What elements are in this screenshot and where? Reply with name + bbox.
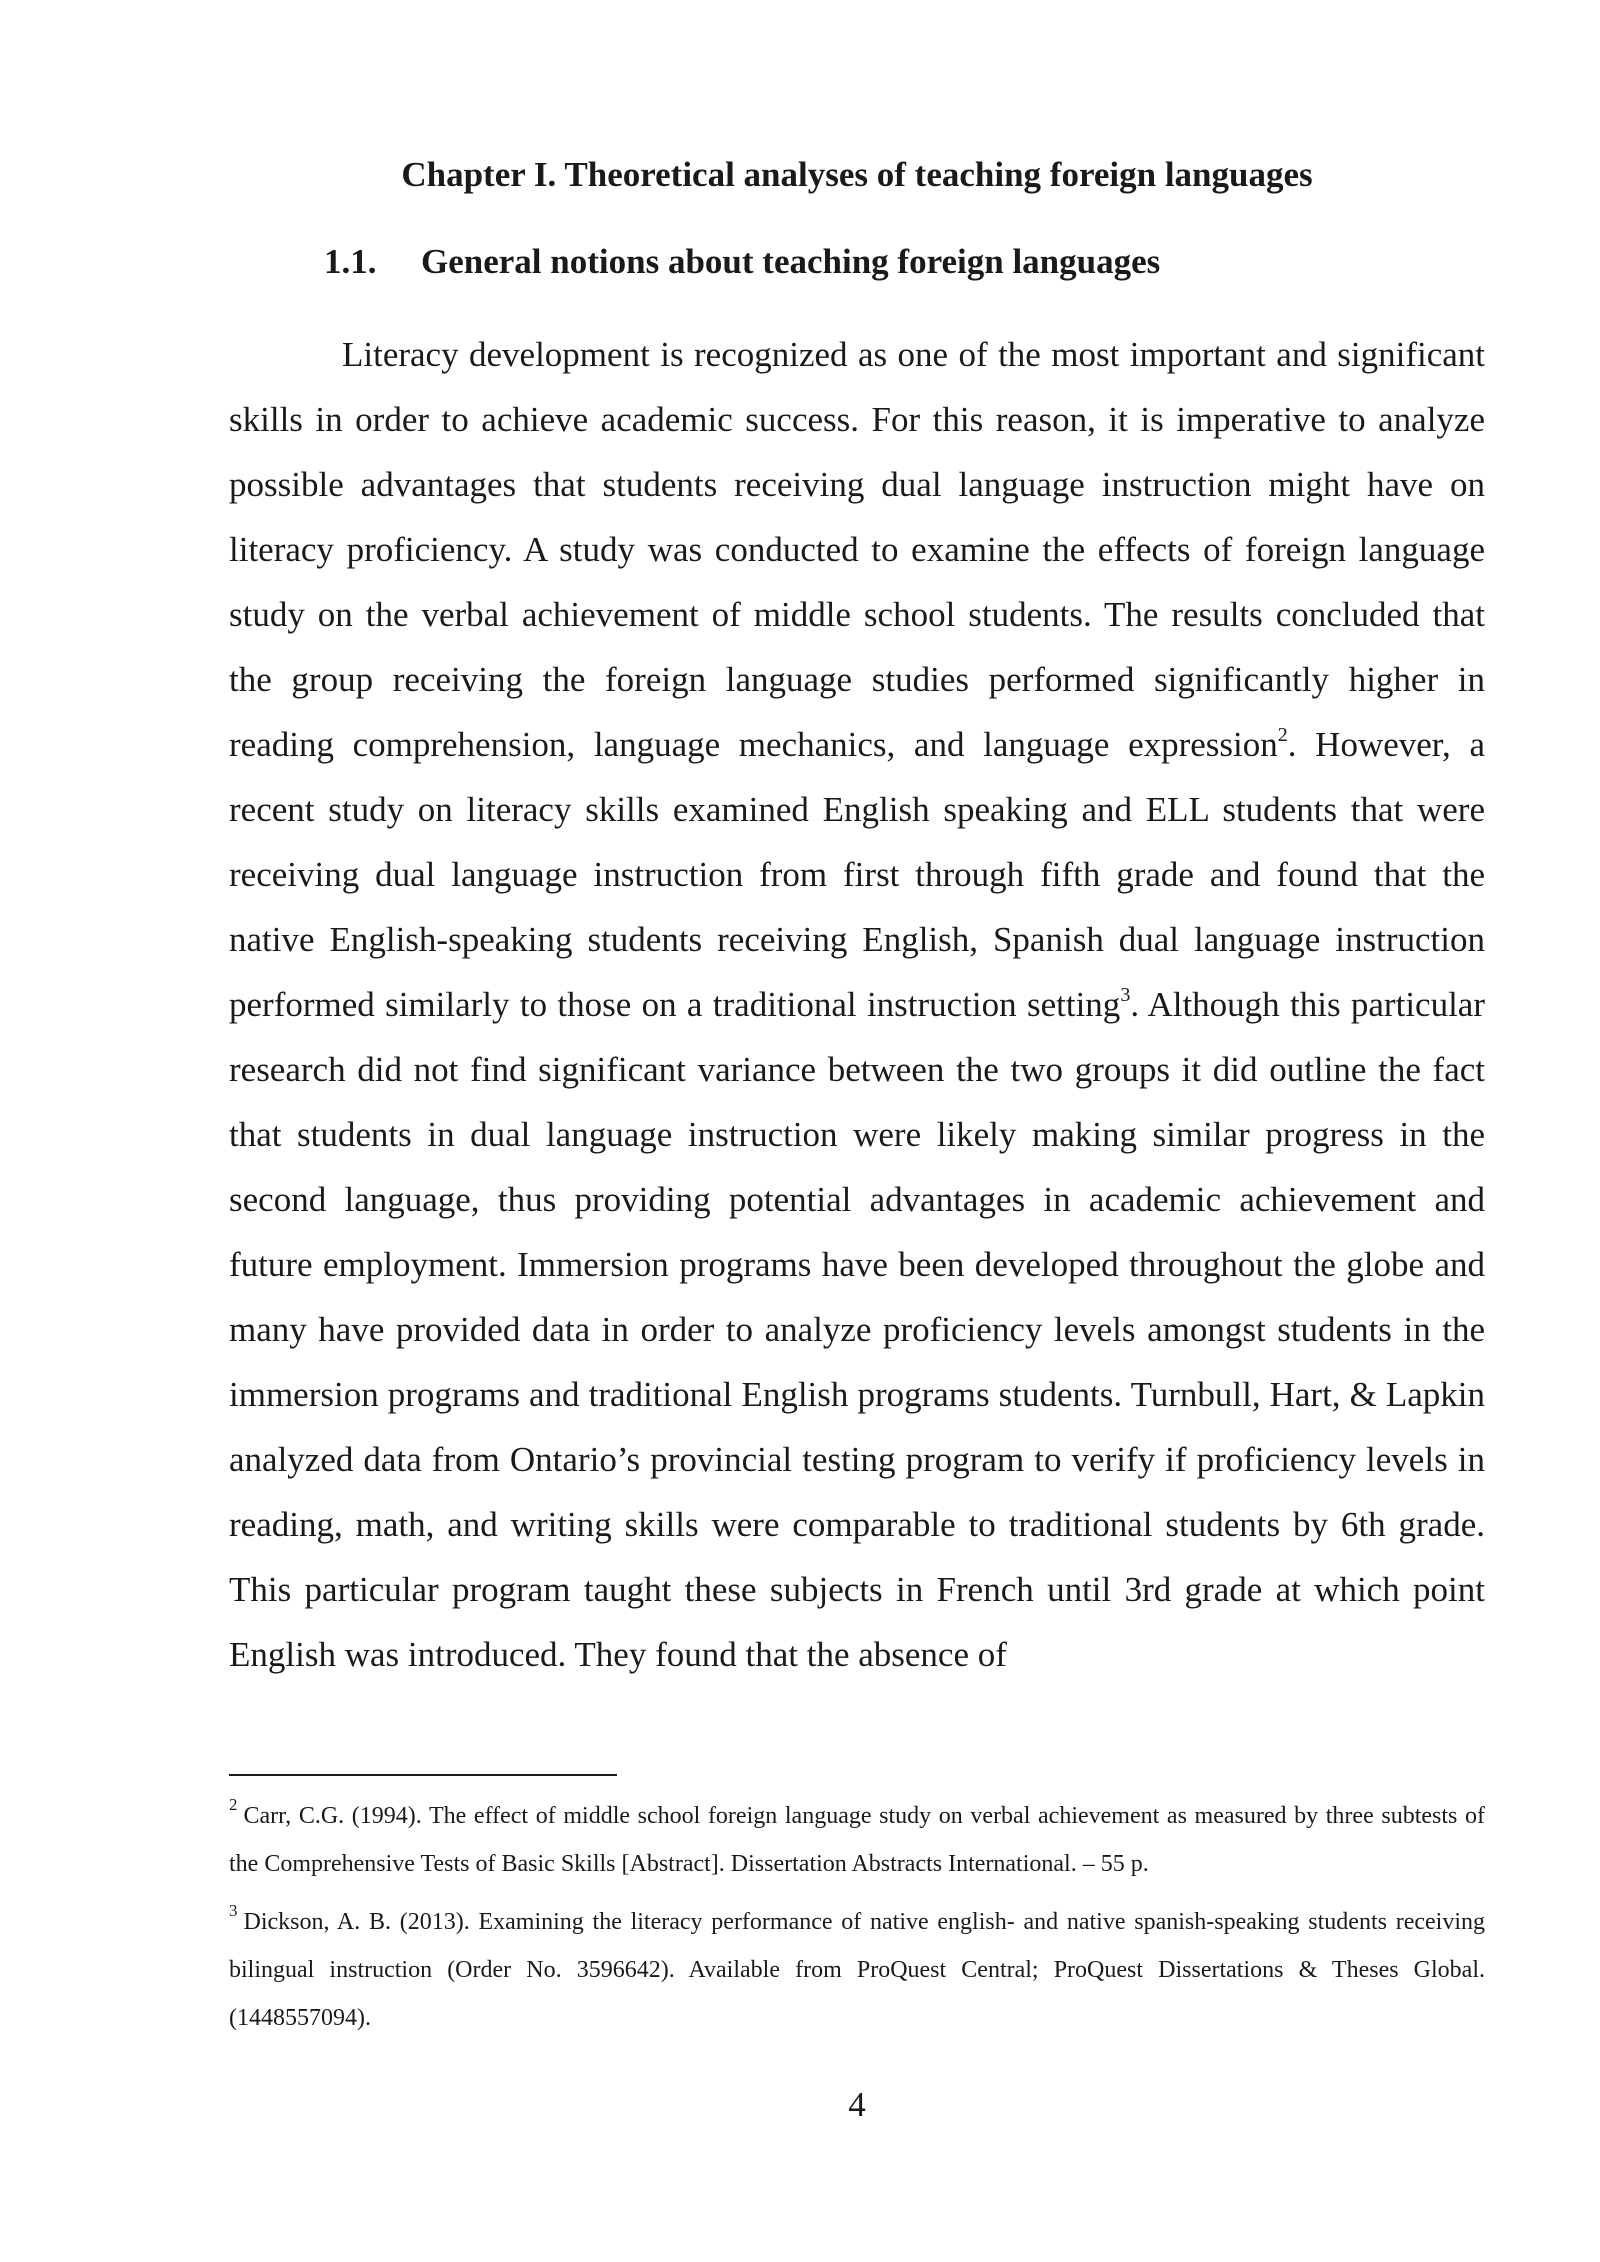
page-number: 4	[848, 2085, 866, 2124]
footnote-text: Dickson, A. B. (2013). Examining the literacy performance of native english- and native spanish-speaking students receiving bilingual instruction (Order No. 3596642). Available from ProQuest Central; ProQuest Dissertations & Theses Global. (1448557094).	[229, 1909, 1485, 2031]
footnote-text: Carr, C.G. (1994). The effect of middle school foreign language study on verbal achievement as measured by three subtests of the Comprehensive Tests of Basic Skills [Abstract]. Dissertation Abstracts International. – 55 p.	[229, 1803, 1485, 1877]
footnote-ref-3[interactable]: 3	[1120, 984, 1131, 1007]
footnote-3	[229, 1898, 1485, 2042]
chapter-title: Chapter I. Theoretical analyses of teaching foreign languages	[401, 155, 1313, 194]
footnote-mark: 2	[229, 1795, 238, 1814]
footnote-2	[229, 1792, 1485, 1888]
body-text-part-3: . Although this particular research did not find significant variance between the two groups it did outline the fact that students in dual language instruction were likely making similar progress in the second language, thus providing potential advantages in academic achievement and future employment. Immersion programs have been developed throughout the globe and many have provided data in order to analyze proficiency levels amongst students in the immersion programs and traditional English programs students. Turnbull, Hart, & Lapkin analyzed data from Ontario’s provincial testing program to verify if proficiency levels in reading, math, and writing skills were comparable to traditional students by 6th grade. This particular program taught these subjects in French until 3rd grade at which point English was introduced. They found that the absence of	[229, 985, 1485, 1674]
footnote-separator	[229, 1774, 617, 1776]
footnote-ref-2[interactable]: 2	[1277, 724, 1288, 747]
section-title: General notions about teaching foreign languages	[421, 242, 1161, 281]
body-text-part-2: . However, a recent study on literacy skills examined English speaking and ELL students that were receiving dual language instruction from first through fifth grade and found that the native English-speaking students receiving English, Spanish dual language instruction performed similarly to those on a traditional instruction setting	[229, 725, 1485, 1024]
footnotes-section	[229, 1792, 1485, 2052]
body-paragraph	[229, 322, 1485, 1687]
section-number: 1.1.	[324, 242, 377, 281]
section-heading	[324, 237, 1160, 287]
footnote-mark: 3	[229, 1901, 238, 1920]
body-text-part-1: Literacy development is recognized as one of the most important and significant skills in order to achieve academic success. For this reason, it is imperative to analyze possible advantages that students receiving dual language instruction might have on literacy proficiency. A study was conducted to examine the effects of foreign language study on the verbal achievement of middle school students. The results concluded that the group receiving the foreign language studies performed significantly higher in reading comprehension, language mechanics, and language expression	[229, 335, 1485, 764]
